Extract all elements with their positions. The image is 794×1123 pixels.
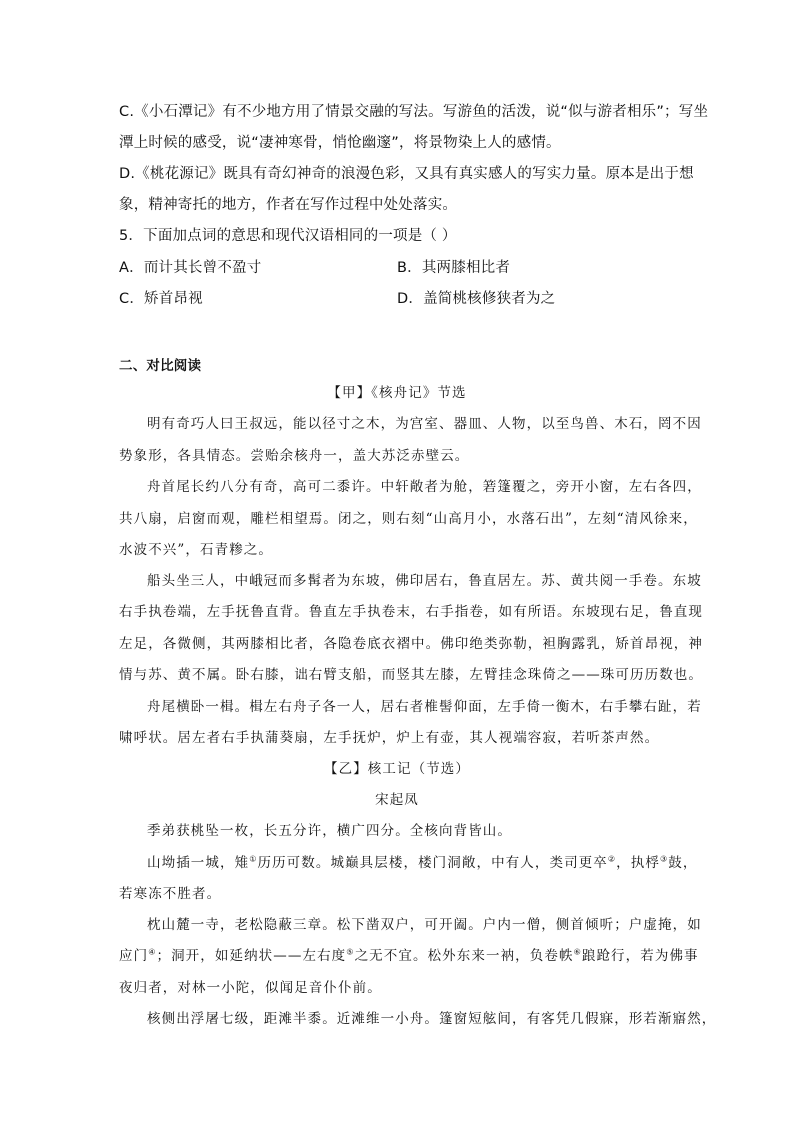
jia-paragraph-line: 舟首尾长约八分有奇，高可二黍许。中轩敞者为舱，箬篷覆之，旁开小窗，左右各四， xyxy=(147,479,702,495)
yi-text-segment: ；洞开，如延纳状——左右度 xyxy=(156,948,347,964)
yi-text-segment: ，执桴 xyxy=(616,855,660,871)
yi-author: 宋起凤 xyxy=(375,792,419,808)
yi-text-segment: 踉跄行，若为佛事 xyxy=(581,948,699,964)
footnote-mark: ③ xyxy=(659,854,669,864)
option-c-line2: 潭上时候的感受，说“凄神寒骨，悄怆幽邃”，将景物染上人的感情。 xyxy=(119,135,561,151)
footnote-mark: ⑥ xyxy=(573,947,582,957)
jia-paragraph-line: 左足，各微侧，其两膝相比者，各隐卷底衣褶中。佛印绝类弥勒，袒胸露乳，矫首昂视，神 xyxy=(119,636,703,652)
option-c-line1: C.《小石潭记》有不少地方用了情景交融的写法。写游鱼的活泼，说“似与游者相乐”；写坐 xyxy=(119,104,709,120)
jia-paragraph-line: 水波不兴”，石青糁之。 xyxy=(119,542,274,558)
footnote-mark: ① xyxy=(249,854,258,864)
jia-paragraph-line: 右手执卷端，左手抚鲁直背。鲁直左手执卷末，右手指卷，如有所语。东坡现右足，鲁直现 xyxy=(119,604,703,620)
footnote-mark: ④ xyxy=(148,947,157,957)
jia-paragraph-line: 明有奇巧人曰王叔远，能以径寸之木，为宫室、器皿、人物，以至鸟兽、木石，罔不因 xyxy=(147,416,702,432)
yi-text-segment: 鼓， xyxy=(668,855,698,871)
jia-title: 【甲】《核舟记》节选 xyxy=(327,385,467,401)
yi-text-segment: 历历可数。城巅具层楼，楼门洞敞，中有人，类司更卒 xyxy=(257,855,608,871)
q5-option-a: A．而计其长曾不盈寸 xyxy=(119,260,262,276)
jia-paragraph-line: 啸呼状。居左者右手执蒲葵扇，左手抚炉，炉上有壶，其人视端容寂，若听茶声然。 xyxy=(119,730,660,746)
option-d-line2: 象，精神寄托的地方，作者在写作过程中处处落实。 xyxy=(119,197,458,213)
q5-option-d: D．盖简桃核修狭者为之 xyxy=(397,291,556,307)
footnote-mark: ⑤ xyxy=(346,947,355,957)
jia-paragraph-line: 情与苏、黄不属。卧右膝，诎右臂支船，而竖其左膝，左臂挂念珠倚之——珠可历历数也。 xyxy=(119,667,703,683)
section-heading: 二、对比阅读 xyxy=(119,358,202,374)
question-5: 5．下面加点词的意思和现代汉语相同的一项是（ ） xyxy=(119,228,457,244)
yi-paragraph-line: 核侧出浮屠七级，距滩半黍。近滩维一小舟。篷窗短舷间，有客凭几假寐，形若渐寤然， xyxy=(147,1011,717,1027)
yi-paragraph-line: 夜归者，对林一小陀，似闻足音仆仆前。 xyxy=(119,980,382,996)
footnote-mark: ② xyxy=(607,854,617,864)
q5-option-b: B．其两膝相比者 xyxy=(397,260,511,276)
jia-paragraph-line: 船头坐三人，中峨冠而多髯者为东坡，佛印居右，鲁直居左。苏、黄共阅一手卷。东坡 xyxy=(147,573,702,589)
jia-paragraph-line: 舟尾横卧一楫。楫左右舟子各一人，居右者椎髻仰面，左手倚一衡木，右手攀右趾，若 xyxy=(147,699,702,715)
yi-paragraph-line xyxy=(119,946,699,966)
q5-option-c: C．矫首昂视 xyxy=(119,291,203,307)
yi-text-segment: 应门 xyxy=(119,948,149,964)
jia-paragraph-line: 势象形，各具情态。尝贻余核舟一，盖大苏泛赤壁云。 xyxy=(119,448,470,464)
yi-paragraph-line: 季弟获桃坠一枚，长五分许，横广四分。全核向背皆山。 xyxy=(147,823,512,839)
yi-text-segment: 山坳插一城，雉 xyxy=(147,855,250,871)
yi-paragraph-line: 若寒冻不胜者。 xyxy=(119,886,222,902)
jia-paragraph-line: 共八扇，启窗而观，雕栏相望焉。闭之，则右刻“山高月小，水落石出”，左刻“清风徐来， xyxy=(119,511,698,527)
yi-title: 【乙】核工记（节选） xyxy=(324,761,470,777)
yi-text-segment: 之无不宜。松外东来一衲，负卷帙 xyxy=(354,948,574,964)
yi-paragraph-line: 枕山麓一寺，老松隐蔽三章。松下凿双户，可开阖。户内一僧，侧首倾听；户虚掩，如 xyxy=(147,917,702,933)
yi-paragraph-line xyxy=(119,853,698,873)
option-d-line1: D.《桃花源记》既具有奇幻神奇的浪漫色彩，又具有真实感人的写实力量。原本是出于想 xyxy=(119,166,694,182)
